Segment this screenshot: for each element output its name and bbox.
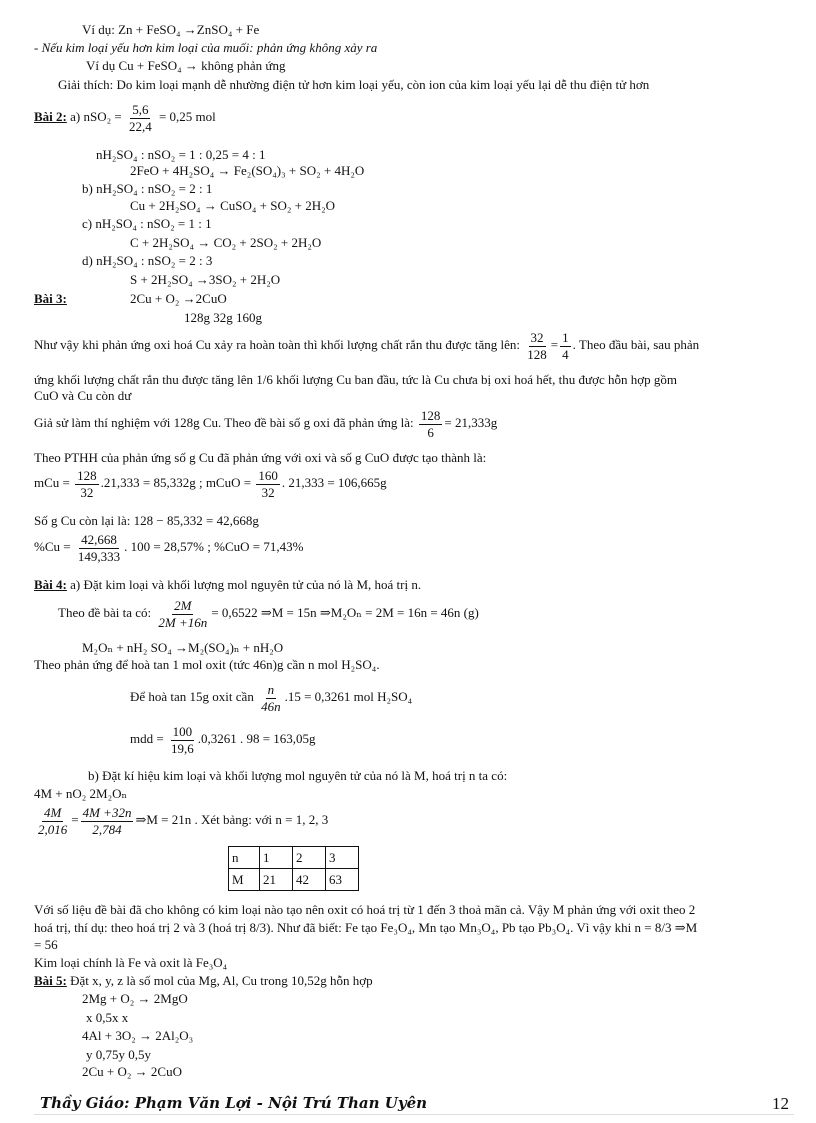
numerator: 32 <box>530 329 544 345</box>
numerator: 5,6 <box>132 101 149 117</box>
fraction <box>76 532 122 565</box>
denominator: 4 <box>562 346 569 362</box>
denominator: 128 <box>527 346 547 362</box>
fraction <box>81 805 134 838</box>
numerator: 1 <box>562 329 569 345</box>
fraction <box>525 330 549 363</box>
numerator: 160 <box>258 467 278 483</box>
paragraph-line: Như vậy khi phản ứng oxi hoá Cu xảy ra hoàn toàn thì khối lượng chất rắn thu được tăng lên: $\frac{32}{128}$ = $\frac{1}{4}$ . Theo đầu bài, sau phản <box>34 329 700 362</box>
numerator: 2M <box>174 597 192 613</box>
equation-line: 4Al + 3O₂ → 2Al₂O₃ <box>82 1028 194 1043</box>
equation-line: Cu + 2H₂SO₄ → CuSO₄ + SO₂ + 2H₂O <box>130 198 336 213</box>
paragraph-line: Theo PTHH của phản ứng số g Cu đã phản ứng với oxi và số g CuO được tạo thành là: <box>34 450 487 465</box>
paragraph-line: ứng khối lượng chất rắn thu được tăng lên 1/6 khối lượng Cu ban đầu, tức là Cu chưa bị oxi hoá hết, thu được hỗn hợp gồm <box>34 372 677 387</box>
numerator: 128 <box>77 467 97 483</box>
equation-line: 2Cu + O₂ →2CuO <box>130 291 227 306</box>
text: = 0,25 mol <box>158 109 216 124</box>
equation-line: 2Mg + O₂ → 2MgO <box>82 991 188 1006</box>
bai4-line <box>34 577 421 592</box>
paragraph-line: b) Đặt kí hiệu kim loại và khối lượng mol nguyên tử của nó là M, hoá trị n ta có: <box>88 768 508 783</box>
formula-line <box>58 596 479 631</box>
table-cell: 21 <box>260 869 293 891</box>
numerator: 42,668 <box>81 531 117 547</box>
example-line: Ví dụ: Zn + FeSO₄ →ZnSO₄ + Fe <box>82 22 260 37</box>
formula-line <box>130 680 412 715</box>
text: .0,3261 . 98 = 163,05g <box>197 731 316 746</box>
denominator: 2M +16n <box>158 614 208 630</box>
table-cell: 2 <box>293 847 326 869</box>
fraction <box>169 724 196 757</box>
bai5-line <box>34 973 373 988</box>
text: .21,333 = 85,332g ; mCuO = <box>100 475 252 490</box>
text: ⇒M = 21n . Xét bảng: với n = 1, 2, 3 <box>135 812 329 827</box>
numerator: n <box>267 681 275 697</box>
denominator: 2,016 <box>38 821 68 837</box>
text: mdd = <box>130 731 164 746</box>
equation-line: 2Cu + O₂ → 2CuO <box>82 1064 182 1079</box>
formula-line <box>34 466 387 501</box>
text: .15 = 0,3261 mol H₂SO₄ <box>284 689 413 704</box>
text: %Cu = <box>34 539 71 554</box>
denominator: 6 <box>427 424 434 440</box>
text: = 21,333g <box>444 415 498 430</box>
ratio-line: nH₂SO₄ : nSO₂ = 1 : 0,25 = 4 : 1 <box>96 147 266 162</box>
bai3-label: Bài 3: <box>34 291 67 306</box>
equation-line: M₂Oₙ + nH₂ SO₄ →M₂(SO₄)ₙ + nH₂O <box>82 640 284 655</box>
denominator: 149,333 <box>77 548 121 564</box>
paragraph-line <box>34 406 497 441</box>
bai2-line <box>34 100 216 135</box>
bai2-label: Bài 2: <box>34 109 67 124</box>
text: = 0,6522 ⇒M = 15n ⇒M₂Oₙ = 2M = 16n = 46n (g) <box>211 605 479 620</box>
table-cell: M <box>229 869 260 891</box>
fraction <box>560 330 571 363</box>
text: . Theo đầu bài, sau phản <box>572 337 700 352</box>
denominator: 32 <box>261 484 275 500</box>
table-cell: n <box>229 847 260 869</box>
text: a) Đặt kim loại và khối lượng mol nguyên tử của nó là M, hoá trị n. <box>70 577 422 592</box>
bai5-label: Bài 5: <box>34 973 67 988</box>
fraction <box>419 408 443 441</box>
mass-line: 128g 32g 160g <box>184 310 262 325</box>
table-cell: 42 <box>293 869 326 891</box>
formula-line <box>130 722 316 757</box>
fraction <box>36 805 69 838</box>
mole-line: x 0,5x x <box>86 1010 129 1025</box>
fraction <box>75 468 99 501</box>
numerator: 128 <box>420 407 441 423</box>
table-row <box>229 847 359 869</box>
text: mCu = <box>34 475 70 490</box>
paragraph-line: Số g Cu còn lại là: 128 − 85,332 = 42,668g <box>34 513 259 528</box>
footer-divider <box>34 1114 794 1115</box>
paragraph-line: Theo phản ứng để hoà tan 1 mol oxit (tức 46n)g cần n mol H₂SO₄. <box>34 657 380 672</box>
text: Theo đề bài ta có: <box>58 605 152 620</box>
footer-author: Thầy Giáo: Phạm Văn Lợi - Nội Trú Than Uyên <box>40 1094 428 1112</box>
text: Giả sử làm thí nghiệm với 128g Cu. Theo đề bài số g oxi đã phản ứng là: <box>34 415 414 430</box>
denominator: 19,6 <box>170 740 194 756</box>
fraction <box>259 682 283 715</box>
text: a) nSO₂ = <box>70 109 122 124</box>
explanation-line: Giải thích: Do kim loại mạnh dễ nhường điện tử hơn kim loại yếu, còn ion của kim loại yếu lại dễ thu điện tử hơn <box>58 77 650 92</box>
ratio-line: d) nH₂SO₄ : nSO₂ = 2 : 3 <box>82 253 213 268</box>
table-cell: 3 <box>326 847 359 869</box>
numerator: 4M +32n <box>82 804 132 820</box>
equation-line: C + 2H₂SO₄ → CO₂ + 2SO₂ + 2H₂O <box>130 235 322 250</box>
paragraph-line: hoá trị, thí dụ: theo hoá trị 2 và 3 (hoá trị 8/3). Như đã biết: Fe tạo Fe₃O₄, Mn tạo Mn₃O₄, Pb tạo Pb₃O₄. Vì vậy khi n = 8/3 ⇒M <box>34 920 698 935</box>
table-cell: 1 <box>260 847 293 869</box>
denominator: 22,4 <box>128 118 152 134</box>
page-number: 12 <box>772 1094 789 1113</box>
fraction <box>256 468 280 501</box>
paragraph-line: Với số liệu đề bài đã cho không có kim loại nào tạo nên oxit có hoá trị từ 1 đến 3 thoả mãn cả. Vậy M phản ứng với oxit theo 2 <box>34 902 696 917</box>
text: Để hoà tan 15g oxit cần <box>130 689 254 704</box>
numerator: 100 <box>172 723 193 739</box>
paragraph-line: Kim loại chính là Fe và oxit là Fe₃O₄ <box>34 955 228 970</box>
text: Đặt x, y, z là số mol của Mg, Al, Cu trong 10,52g hỗn hợp <box>70 973 373 988</box>
denominator: 46n <box>261 698 281 714</box>
formula-line <box>34 530 303 565</box>
equation-line: 2FeO + 4H₂SO₄ → Fe₂(SO₄)₃ + SO₂ + 4H₂O <box>130 163 365 178</box>
rule-line: - Nếu kim loại yếu hơn kim loại của muối: phản ứng không xảy ra <box>34 40 378 55</box>
ratio-line: c) nH₂SO₄ : nSO₂ = 1 : 1 <box>82 216 212 231</box>
table-cell: 63 <box>326 869 359 891</box>
numerator: 4M <box>43 804 62 820</box>
text: . 100 = 28,57% ; %CuO = 71,43% <box>124 539 304 554</box>
equation-line: 4M + nO₂ 2M₂Oₙ <box>34 786 128 801</box>
valence-table <box>228 846 359 891</box>
paragraph-line: CuO và Cu còn dư <box>34 388 132 403</box>
ratio-line: b) nH₂SO₄ : nSO₂ = 2 : 1 <box>82 181 213 196</box>
table-row <box>229 869 359 891</box>
mole-line: y 0,75y 0,5y <box>86 1047 151 1062</box>
denominator: 2,784 <box>92 821 122 837</box>
fraction <box>127 102 154 135</box>
text: . 21,333 = 106,665g <box>281 475 387 490</box>
fraction <box>156 598 209 631</box>
example-line: Ví dụ Cu + FeSO₄ → không phản ứng <box>86 58 286 73</box>
formula-line: $\frac{4M}{2,016}$ = $\frac{4M +32n}{2,784}$ ⇒M = 21n . Xét bảng: với n = 1, 2, 3 <box>38 804 329 837</box>
equation-line: S + 2H₂SO₄ →3SO₂ + 2H₂O <box>130 272 281 287</box>
denominator: 32 <box>80 484 94 500</box>
bai4-label: Bài 4: <box>34 577 67 592</box>
paragraph-line: = 56 <box>34 937 58 952</box>
text: Như vậy khi phản ứng oxi hoá Cu xảy ra hoàn toàn thì khối lượng chất rắn thu được tăng lên: <box>34 337 521 352</box>
